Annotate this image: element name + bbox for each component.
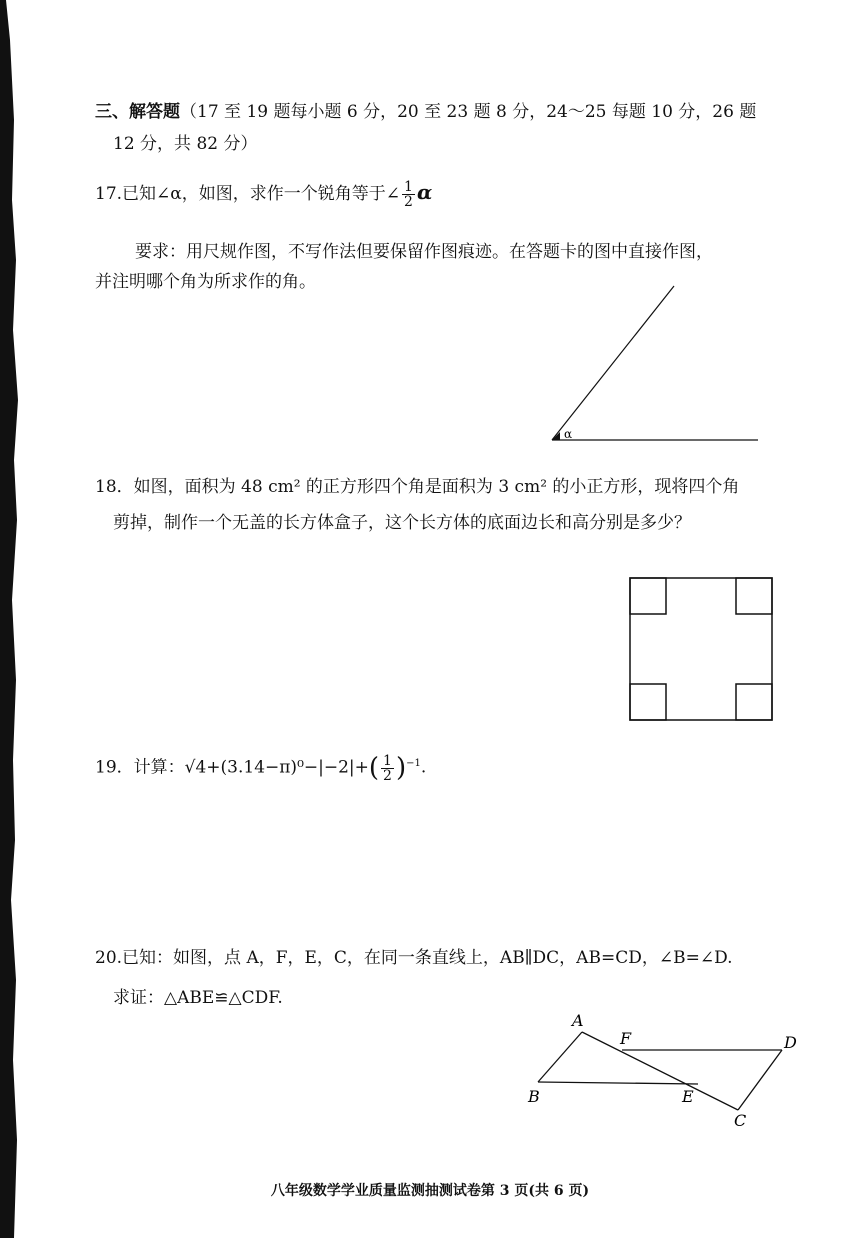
corner-square-bl <box>630 684 666 720</box>
label-B: B <box>528 1087 540 1106</box>
segment-DC <box>738 1050 782 1110</box>
question-19 <box>95 752 820 783</box>
section-note: （17 至 19 题每小题 6 分，20 至 23 题 8 分，24～25 每题 10 分，26 题 <box>180 102 757 122</box>
q19-paren-close: ) <box>395 753 407 784</box>
segment-BE <box>538 1082 698 1084</box>
segment-AB <box>538 1032 582 1082</box>
q19-paren-open: ( <box>368 753 380 784</box>
q17-requirement-line1: 要求：用尺规作图，不写作法但要保留作图痕迹。在答题卡的图中直接作图， <box>135 242 713 262</box>
q17-fraction <box>402 180 415 209</box>
q18-line2: 剪掉，制作一个无盖的长方体盒子，这个长方体的底面边长和高分别是多少？ <box>113 513 691 533</box>
q17-alpha: α <box>416 180 433 204</box>
q19-lead: 19．计算： <box>95 757 185 778</box>
angle-vertex-mark <box>552 432 560 440</box>
section-note-line2: 12 分，共 82 分） <box>113 134 258 154</box>
section-title: 三、解答题 <box>95 102 180 122</box>
triangles-figure <box>520 1010 810 1130</box>
q19-expression: √4+(3.14−π)⁰−|−2|+ <box>184 757 369 778</box>
q19-frac-den: 2 <box>383 767 392 784</box>
corner-square-br <box>736 684 772 720</box>
question-17 <box>95 180 820 209</box>
section-header <box>95 100 820 124</box>
large-square <box>630 578 772 720</box>
corner-square-tl <box>630 578 666 614</box>
q17-frac-den: 2 <box>404 194 413 210</box>
q19-exponent: −1 <box>406 758 421 769</box>
label-C: C <box>734 1111 747 1130</box>
corner-square-tr <box>736 578 772 614</box>
label-F: F <box>620 1029 632 1048</box>
q18-line1: 18．如图，面积为 48 cm² 的正方形四个角是面积为 3 cm² 的小正方形，现将四个角 <box>95 477 740 497</box>
square-with-corners-figure <box>628 576 776 724</box>
q19-fraction <box>381 754 394 783</box>
segment-AC <box>582 1032 738 1110</box>
angle-label: α <box>564 427 573 441</box>
q17-text: 17.已知∠α，如图，求作一个锐角等于∠ <box>95 184 401 204</box>
q19-frac-num: 1 <box>383 752 392 769</box>
q20-line1: 20.已知：如图，点 A，F，E，C，在同一条直线上，AB∥DC，AB=CD，∠B=∠D. <box>95 948 733 968</box>
angle-alpha-figure <box>540 280 770 450</box>
q19-tail: . <box>420 757 427 778</box>
label-E: E <box>682 1087 694 1106</box>
torn-page-edge <box>0 0 40 1238</box>
angle-slant-ray <box>552 286 674 440</box>
q17-requirement-line2: 并注明哪个角为所求作的角。 <box>95 272 316 292</box>
label-D: D <box>784 1033 797 1052</box>
page-footer: 八年级数学学业质量监测抽测试卷第 3 页(共 6 页) <box>270 1183 590 1199</box>
label-A: A <box>572 1011 584 1030</box>
q20-line2: 求证：△ABE≌△CDF. <box>113 988 283 1008</box>
q17-frac-num: 1 <box>404 179 413 195</box>
